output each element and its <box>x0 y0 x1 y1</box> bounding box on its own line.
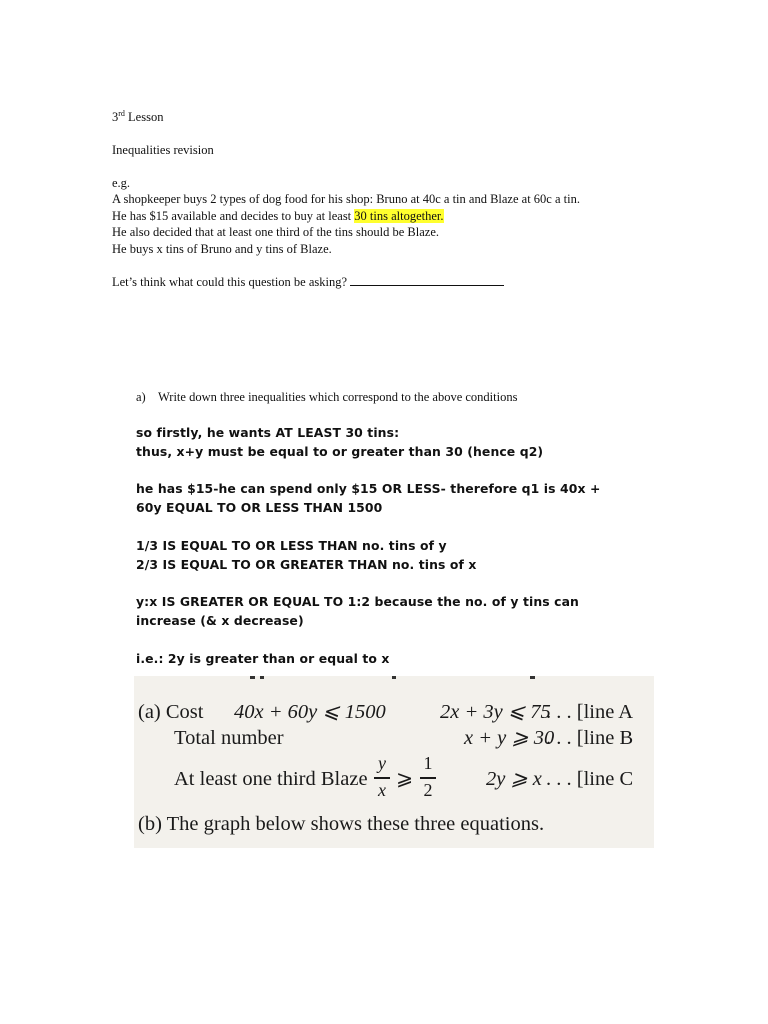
fraction-denominator-x: x <box>378 780 386 800</box>
prompt-text: Let’s think what could this question be asking? <box>112 275 351 289</box>
fraction-numerator-y: y <box>378 753 386 773</box>
fraction-bar-2 <box>420 777 436 779</box>
question-a-label: a) <box>136 390 146 404</box>
lesson-heading <box>112 109 163 125</box>
line-c-inequality: 2y ⩾ x <box>486 768 542 790</box>
greater-equal-symbol: ⩾ <box>396 768 414 790</box>
fraction-bar <box>374 777 390 779</box>
note-line-8: increase (& x decrease) <box>136 613 304 628</box>
problem-line-4: He buys x tins of Bruno and y tins of Blaze. <box>112 242 332 256</box>
row-cost-label: (a) Cost <box>138 701 204 723</box>
note-line-4: 60y EQUAL TO OR LESS THAN 1500 <box>136 500 383 515</box>
lesson-number: 3 <box>112 110 119 124</box>
lesson-word: Lesson <box>124 110 164 124</box>
fraction-denominator-2: 2 <box>423 780 433 800</box>
subtitle: Inequalities revision <box>112 143 214 157</box>
row-blaze-label: At least one third Blaze <box>174 768 368 790</box>
part-b-text: (b) The graph below shows these three equations. <box>138 813 545 835</box>
problem-line-3: He also decided that at least one third of the tins should be Blaze. <box>112 225 439 239</box>
row-total-label: Total number <box>174 727 284 749</box>
line-b-inequality: x + y ⩾ 30 <box>464 727 555 749</box>
answer-blank <box>350 274 504 286</box>
problem-line-2-text: He has $15 available and decides to buy at least <box>112 209 355 223</box>
note-line-6: 2/3 IS EQUAL TO OR GREATER THAN no. tins of x <box>136 557 477 572</box>
question-a-text: Write down three inequalities which correspond to the above conditions <box>158 390 518 404</box>
note-line-7: y:x IS GREATER OR EQUAL TO 1:2 because the no. of y tins can <box>136 594 579 609</box>
problem-line-1: A shopkeeper buys 2 types of dog food for his shop: Bruno at 40c a tin and Blaze at 60c a tin. <box>112 192 580 206</box>
prompt-line <box>112 274 504 290</box>
cropped-text-fragment <box>134 676 654 682</box>
eg-label: e.g. <box>112 176 131 190</box>
line-a-tag: . . . [line A <box>546 701 634 723</box>
line-a-inequality: 2x + 3y ⩽ 75 <box>440 701 551 723</box>
row-cost-expression: 40x + 60y ⩽ 1500 <box>234 701 386 723</box>
highlighted-text: 30 tins altogether. <box>354 209 444 223</box>
note-line-2: thus, x+y must be equal to or greater than 30 (hence q2) <box>136 444 544 459</box>
note-line-9: i.e.: 2y is greater than or equal to x <box>136 651 390 666</box>
lesson-ordinal-suffix: rd <box>118 108 125 118</box>
scanned-textbook-excerpt <box>134 676 654 848</box>
line-c-tag: . . . [line C <box>546 768 634 790</box>
note-line-3: he has $15-he can spend only $15 OR LESS- therefore q1 is 40x + <box>136 481 601 496</box>
question-a <box>136 389 517 405</box>
note-line-5: 1/3 IS EQUAL TO OR LESS THAN no. tins of y <box>136 538 447 553</box>
note-line-1: so firstly, he wants AT LEAST 30 tins: <box>136 425 400 440</box>
line-b-tag: . . . [line B <box>546 727 634 749</box>
fraction-numerator-1: 1 <box>423 753 433 773</box>
problem-line-2 <box>112 208 444 224</box>
